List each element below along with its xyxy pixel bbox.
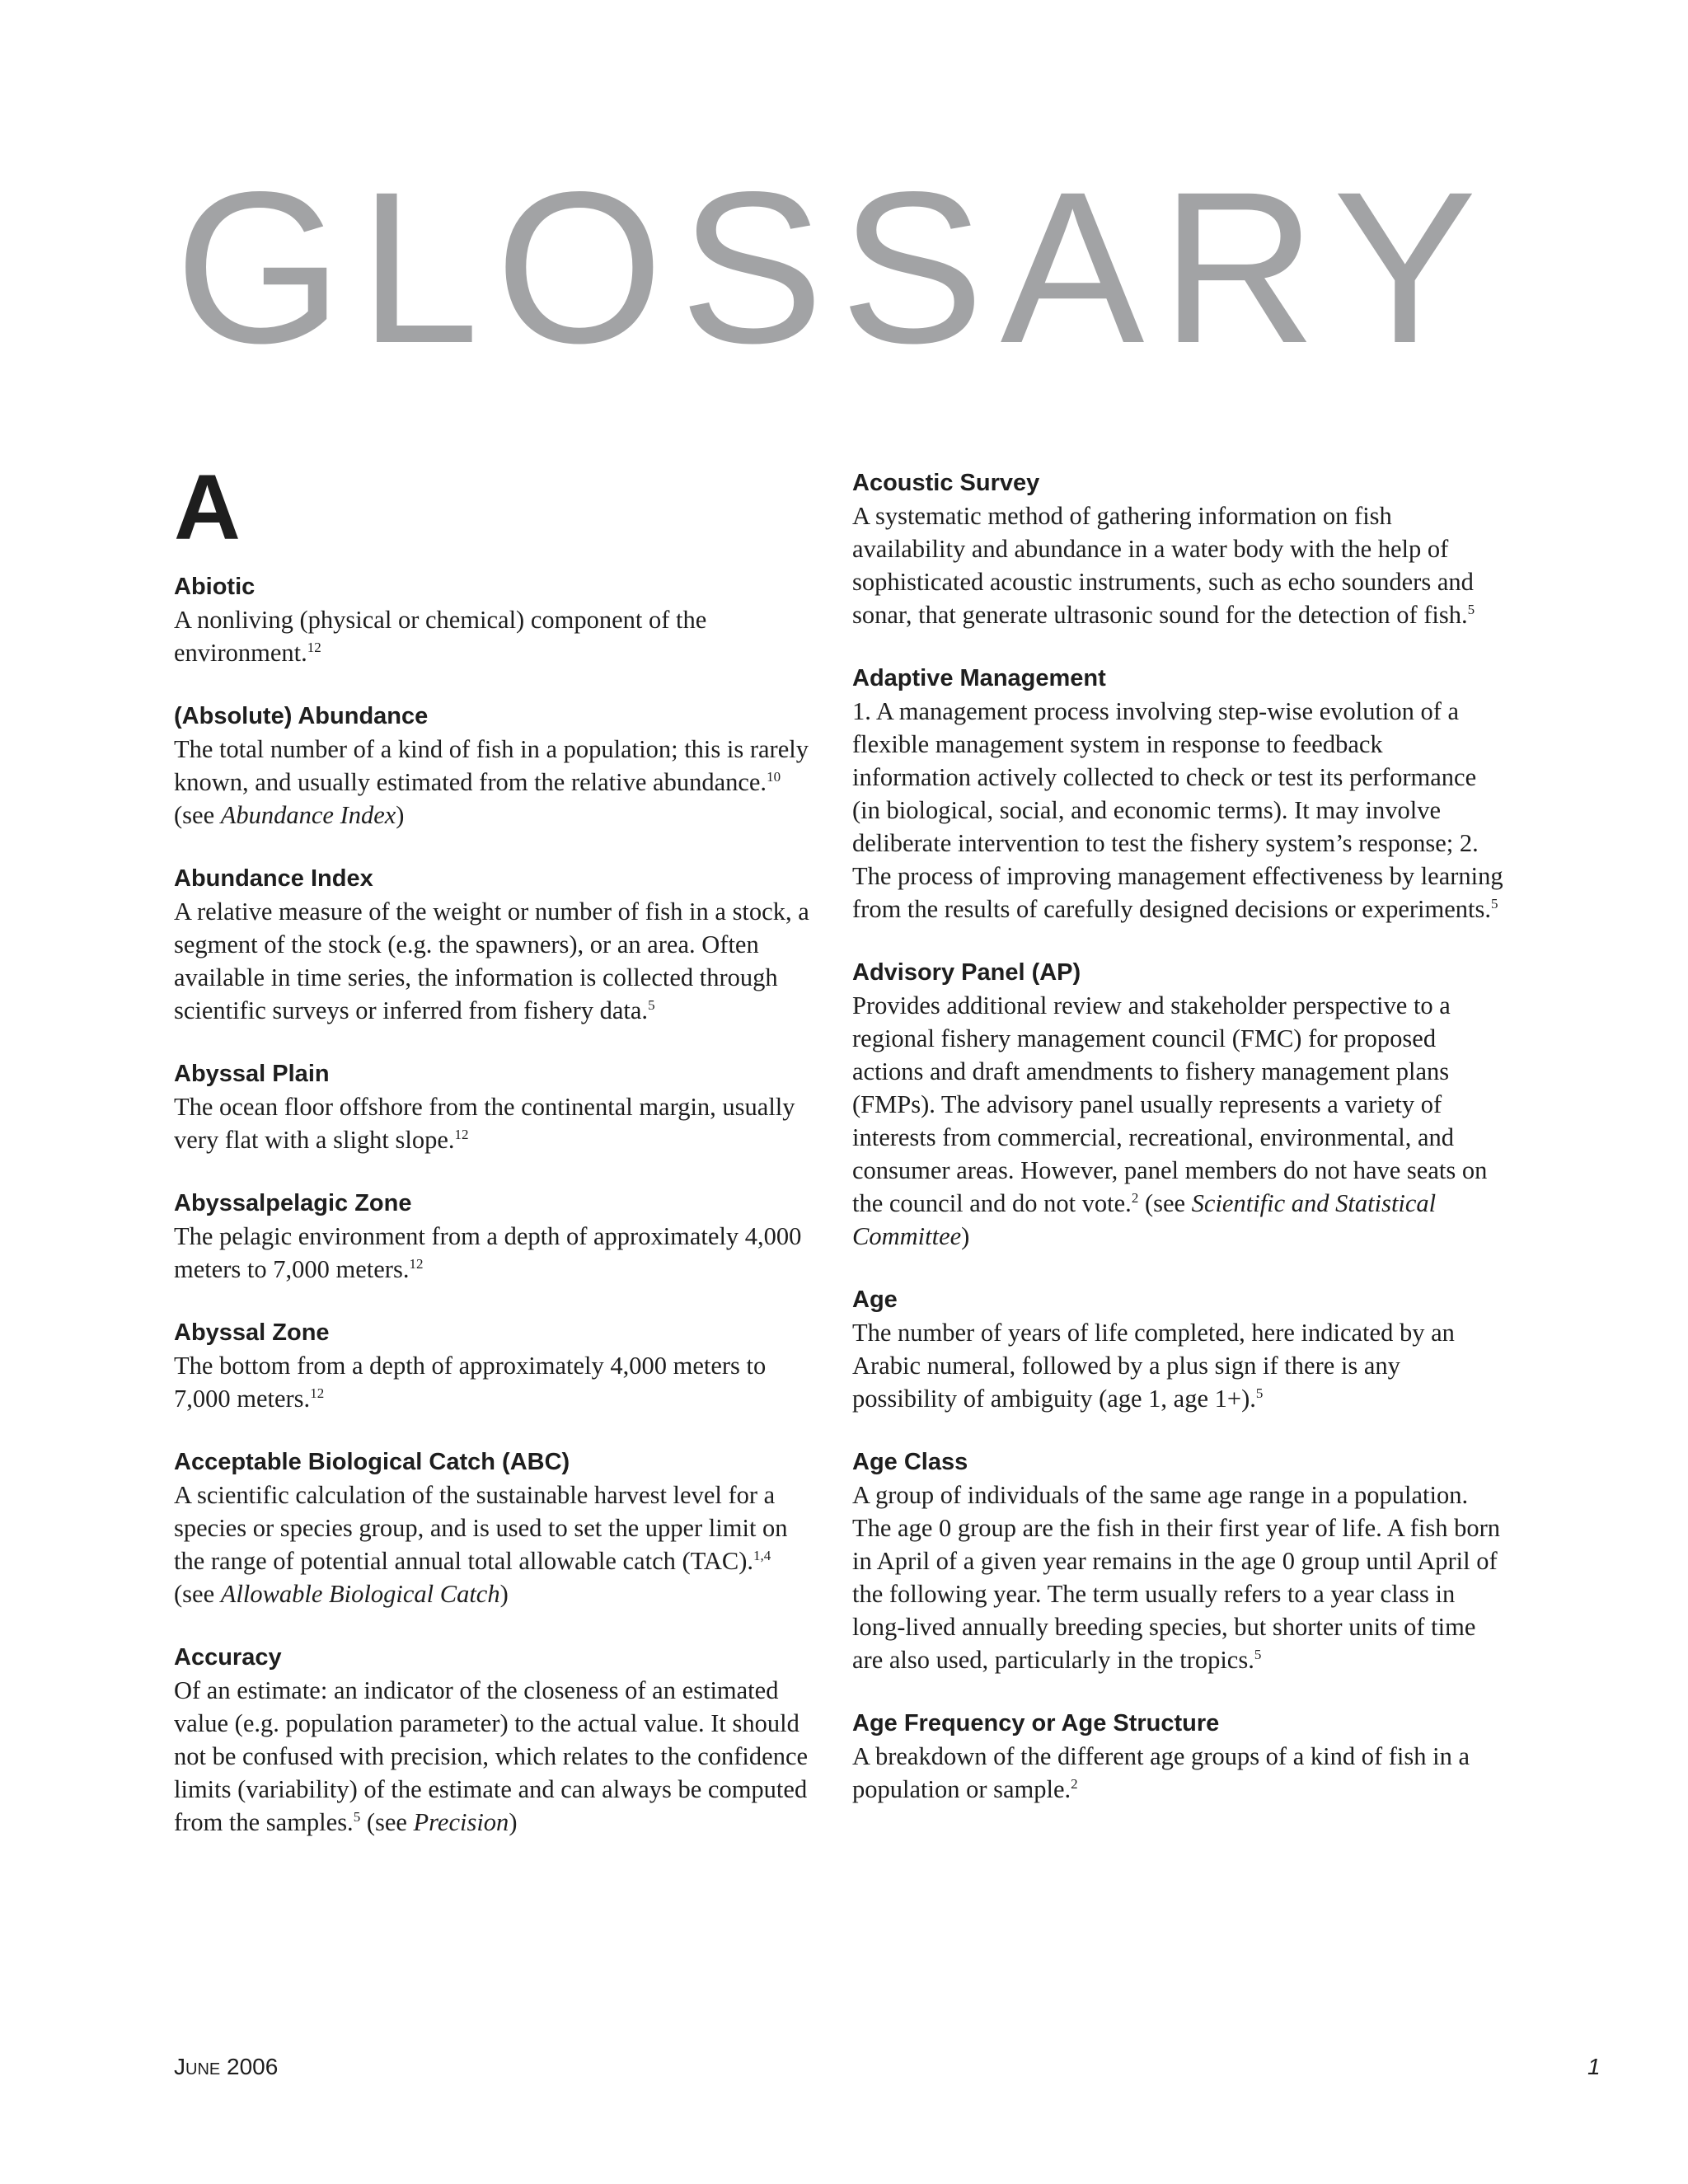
glossary-entry <box>174 570 817 669</box>
glossary-definition <box>174 1349 817 1415</box>
citation-superscript: 1,4 <box>753 1548 771 1563</box>
definition-text: (see <box>174 1580 221 1608</box>
cross-reference: Precision <box>413 1808 509 1836</box>
citation-superscript: 12 <box>409 1256 424 1272</box>
glossary-entry <box>852 1283 1503 1415</box>
footer-year: 2006 <box>220 2054 279 2079</box>
citation-superscript: 10 <box>767 769 781 785</box>
glossary-term: Abyssal Plain <box>174 1061 330 1087</box>
glossary-definition <box>174 733 817 832</box>
glossary-definition <box>174 1220 817 1286</box>
page-number: 1 <box>1587 2054 1601 2079</box>
title-letter: O <box>495 147 663 388</box>
title-letter: S <box>840 147 984 388</box>
definition-text: ) <box>961 1222 970 1250</box>
footer-month-rest: UNE <box>185 2060 221 2079</box>
definition-text: A nonliving (physical or chemical) component of the environment. <box>174 606 707 667</box>
glossary-term: Abundance Index <box>174 865 373 892</box>
right-entry-list <box>852 466 1503 1806</box>
definition-text: The number of years of life completed, here indicated by an Arabic numeral, followed by a plus sign if there is any possibility of ambiguity (age 1, age 1+). <box>852 1319 1455 1413</box>
glossary-term: Acoustic Survey <box>852 470 1040 496</box>
glossary-title <box>175 147 1477 388</box>
citation-superscript: 5 <box>1490 896 1498 912</box>
glossary-term: Age Frequency or Age Structure <box>852 1710 1220 1736</box>
right-column <box>852 466 1503 1836</box>
definition-text: A group of individuals of the same age range in a population. The age 0 group are the fish in their first year of life. A fish born in April of a given year remains in the age 0 group until April of the following year. The term usually refers to a year class in long-lived annually breeding species, but shorter units of time are also used, particularly in the tropics. <box>852 1481 1500 1674</box>
title-letter: Y <box>1333 147 1477 388</box>
title-letter: R <box>1160 147 1317 388</box>
cross-reference: Scientific and Statistical Committee <box>852 1189 1437 1250</box>
glossary-entry <box>174 1187 817 1286</box>
title-letter: L <box>359 147 480 388</box>
definition-text: A relative measure of the weight or number of fish in a stock, a segment of the stock (e.g. the spawners), or an area. Often available in time series, the information is collected through scientific surveys or inferred from fishery data. <box>174 898 809 1024</box>
definition-text: ) <box>396 801 405 829</box>
definition-text: A scientific calculation of the sustainable harvest level for a species or species group, and is used to set the upper limit on the range of potential annual total allowable catch (TAC). <box>174 1481 788 1575</box>
definition-text: The total number of a kind of fish in a population; this is rarely known, and usually estimated from the relative abundance. <box>174 735 809 796</box>
definition-text: Of an estimate: an indicator of the closeness of an estimated value (e.g. population parameter) to the actual value. It should not be confused with precision, which relates to the confidence limits (variability) of the estimate and can always be computed from the samples. <box>174 1676 809 1836</box>
definition-text: The pelagic environment from a depth of approximately 4,000 meters to 7,000 meters. <box>174 1222 802 1283</box>
glossary-definition <box>852 499 1503 631</box>
glossary-term: Adaptive Management <box>852 665 1106 691</box>
definition-text: A systematic method of gathering information on fish availability and abundance in a water body with the help of sophisticated acoustic instruments, such as echo sounders and sonar, that generate ultrasonic sound for the detection of fish. <box>852 502 1474 629</box>
glossary-term: Age <box>852 1286 898 1313</box>
citation-superscript: 12 <box>454 1127 469 1142</box>
title-letter: S <box>679 147 824 388</box>
citation-superscript: 2 <box>1071 1776 1078 1792</box>
cross-reference: Allowable Biological Catch <box>220 1580 500 1608</box>
glossary-entry <box>174 700 817 832</box>
glossary-definition <box>174 1090 817 1156</box>
definition-text: 1. A management process involving step-wise evolution of a flexible management system in response to feedback information actively collected to check or test its performance (in biological, social, and economic terms). It may involve deliberate intervention to test the fishery system’s response; 2. The process of improving management effectiveness by learning from the results of carefully designed decisions or experiments. <box>852 697 1503 923</box>
citation-superscript: 2 <box>1131 1190 1139 1206</box>
glossary-term: Abyssal Zone <box>174 1319 330 1346</box>
glossary-term: Acceptable Biological Catch (ABC) <box>174 1449 570 1475</box>
section-letter: A <box>174 456 241 559</box>
definition-text: ) <box>499 1580 509 1608</box>
definition-text: The ocean floor offshore from the continental margin, usually very flat with a slight slope. <box>174 1093 795 1154</box>
definition-text: Provides additional review and stakeholder perspective to a regional fishery management council (FMC) for proposed actions and draft amendments to fishery management plans (FMPs). The advisory panel usually represents a variety of interests from commercial, recreational, environmental, and consumer areas. However, panel members do not have seats on the council and do not vote. <box>852 991 1488 1217</box>
glossary-definition <box>174 603 817 669</box>
citation-superscript: 5 <box>1254 1647 1262 1662</box>
glossary-entry <box>174 1446 817 1610</box>
title-letter: A <box>1000 147 1145 388</box>
definition-text: (see <box>360 1808 414 1836</box>
glossary-term: Advisory Panel (AP) <box>852 959 1081 986</box>
left-column <box>174 456 817 1869</box>
glossary-definition <box>852 1316 1503 1415</box>
left-entry-list <box>174 570 817 1839</box>
glossary-entry <box>174 862 817 1027</box>
glossary-entry <box>174 1057 817 1156</box>
glossary-definition <box>852 989 1503 1253</box>
glossary-entry <box>174 1316 817 1415</box>
glossary-entry <box>852 466 1503 631</box>
glossary-definition <box>852 695 1503 926</box>
glossary-entry <box>852 1446 1503 1676</box>
definition-text: The bottom from a depth of approximately 4,000 meters to 7,000 meters. <box>174 1352 767 1413</box>
glossary-definition <box>852 1479 1503 1676</box>
glossary-term: Abyssalpelagic Zone <box>174 1190 412 1216</box>
glossary-definition <box>174 895 817 1027</box>
definition-text: A breakdown of the different age groups of a kind of fish in a population or sample. <box>852 1742 1470 1803</box>
glossary-term: Age Class <box>852 1449 968 1475</box>
title-letter: G <box>175 147 343 388</box>
glossary-term: Abiotic <box>174 574 256 600</box>
citation-superscript: 5 <box>353 1809 361 1825</box>
glossary-term: Accuracy <box>174 1644 282 1671</box>
definition-text: (see <box>174 801 221 829</box>
definition-text: (see <box>1138 1189 1192 1217</box>
definition-text: ) <box>509 1808 518 1836</box>
citation-superscript: 5 <box>1255 1385 1264 1401</box>
glossary-term: (Absolute) Abundance <box>174 703 429 729</box>
glossary-entry <box>852 1707 1503 1806</box>
citation-superscript: 12 <box>307 640 321 655</box>
cross-reference: Abundance Index <box>220 801 396 829</box>
glossary-definition <box>852 1740 1503 1806</box>
citation-superscript: 5 <box>1467 602 1475 617</box>
footer-month-initial: J <box>174 2054 185 2079</box>
footer-date <box>174 2054 278 2080</box>
glossary-entry <box>174 1641 817 1839</box>
citation-superscript: 12 <box>310 1385 325 1401</box>
citation-superscript: 5 <box>648 997 655 1013</box>
glossary-definition <box>174 1674 817 1839</box>
glossary-entry <box>852 956 1503 1253</box>
glossary-definition <box>174 1479 817 1610</box>
glossary-entry <box>852 662 1503 926</box>
